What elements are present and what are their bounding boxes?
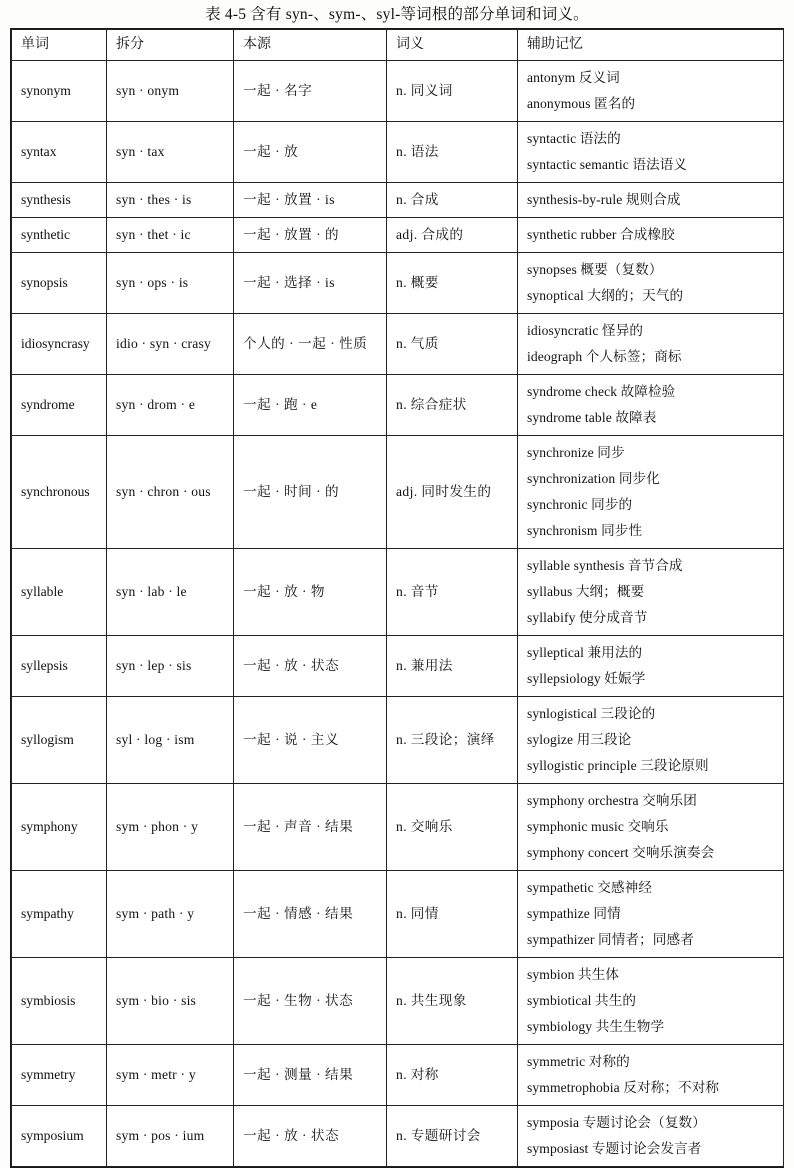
cell-mnemonic xyxy=(518,549,784,636)
mnemonic-line: synchronic 同步的 xyxy=(527,497,633,512)
mnemonic-line: syllabus 大纲；概要 xyxy=(527,584,645,599)
cell-split: syl · log · ism xyxy=(107,697,234,784)
mnemonic-line: sympathetic 交感神经 xyxy=(527,880,653,895)
cell-word: synopsis xyxy=(12,253,107,314)
cell-meaning: n. 同情 xyxy=(387,871,518,958)
mnemonic-line: synthetic rubber 合成橡胶 xyxy=(527,227,675,242)
table-row xyxy=(12,697,784,784)
cell-word: syllogism xyxy=(12,697,107,784)
mnemonic-line: symposia 专题讨论会（复数） xyxy=(527,1115,706,1130)
cell-split: syn · drom · e xyxy=(107,375,234,436)
mnemonic-line: symmetrophobia 反对称；不对称 xyxy=(527,1080,720,1095)
cell-split: syn · chron · ous xyxy=(107,436,234,549)
mnemonic-line: syllepsiology 妊娠学 xyxy=(527,671,646,686)
table-row xyxy=(12,183,784,218)
cell-meaning: n. 合成 xyxy=(387,183,518,218)
cell-origin: 一起 · 放 xyxy=(234,122,387,183)
cell-split: syn · ops · is xyxy=(107,253,234,314)
cell-origin: 一起 · 生物 · 状态 xyxy=(234,958,387,1045)
cell-word: syllable xyxy=(12,549,107,636)
cell-meaning: n. 音节 xyxy=(387,549,518,636)
table-body xyxy=(12,61,784,1167)
table-header xyxy=(12,30,784,61)
column-header-mnemonic: 辅助记忆 xyxy=(518,30,784,61)
mnemonic-line: symposiast 专题讨论会发言者 xyxy=(527,1141,702,1156)
cell-origin: 一起 · 声音 · 结果 xyxy=(234,784,387,871)
cell-split: syn · tax xyxy=(107,122,234,183)
cell-mnemonic xyxy=(518,375,784,436)
table-row xyxy=(12,253,784,314)
cell-meaning: n. 三段论；演绎 xyxy=(387,697,518,784)
vocabulary-table-container xyxy=(10,28,784,1168)
table-row xyxy=(12,218,784,253)
table-row xyxy=(12,549,784,636)
mnemonic-line: syntactic 语法的 xyxy=(527,131,621,146)
cell-mnemonic xyxy=(518,871,784,958)
cell-meaning: n. 兼用法 xyxy=(387,636,518,697)
cell-word: sympathy xyxy=(12,871,107,958)
mnemonic-line: symphony orchestra 交响乐团 xyxy=(527,793,697,808)
cell-meaning: adj. 合成的 xyxy=(387,218,518,253)
cell-split: syn · thes · is xyxy=(107,183,234,218)
cell-word: synthetic xyxy=(12,218,107,253)
cell-mnemonic xyxy=(518,218,784,253)
table-row xyxy=(12,958,784,1045)
mnemonic-line: symphonic music 交响乐 xyxy=(527,819,669,834)
mnemonic-line: sylogize 用三段论 xyxy=(527,732,632,747)
cell-split: sym · phon · y xyxy=(107,784,234,871)
cell-meaning: n. 对称 xyxy=(387,1045,518,1106)
cell-mnemonic xyxy=(518,61,784,122)
cell-origin: 一起 · 放置 · 的 xyxy=(234,218,387,253)
mnemonic-line: anonymous 匿名的 xyxy=(527,96,636,111)
cell-word: synonym xyxy=(12,61,107,122)
cell-split: sym · pos · ium xyxy=(107,1106,234,1167)
cell-mnemonic xyxy=(518,1106,784,1167)
mnemonic-line: synopses 概要（复数） xyxy=(527,262,663,277)
mnemonic-line: antonym 反义词 xyxy=(527,70,620,85)
mnemonic-line: symphony concert 交响乐演奏会 xyxy=(527,845,715,860)
cell-word: symmetry xyxy=(12,1045,107,1106)
table-row xyxy=(12,1045,784,1106)
mnemonic-line: syllabify 使分成音节 xyxy=(527,610,648,625)
cell-origin: 一起 · 时间 · 的 xyxy=(234,436,387,549)
table-row xyxy=(12,1106,784,1167)
cell-word: synthesis xyxy=(12,183,107,218)
cell-mnemonic xyxy=(518,784,784,871)
cell-mnemonic xyxy=(518,253,784,314)
mnemonic-line: symbion 共生体 xyxy=(527,967,620,982)
mnemonic-line: syntactic semantic 语法语义 xyxy=(527,157,688,172)
cell-split: syn · lep · sis xyxy=(107,636,234,697)
vocabulary-table xyxy=(11,29,784,1167)
cell-split: sym · bio · sis xyxy=(107,958,234,1045)
cell-origin: 一起 · 情感 · 结果 xyxy=(234,871,387,958)
cell-split: sym · metr · y xyxy=(107,1045,234,1106)
mnemonic-line: sylleptical 兼用法的 xyxy=(527,645,643,660)
table-row xyxy=(12,314,784,375)
mnemonic-line: synchronism 同步性 xyxy=(527,523,643,538)
cell-meaning: n. 语法 xyxy=(387,122,518,183)
mnemonic-line: syllable synthesis 音节合成 xyxy=(527,558,683,573)
mnemonic-line: synlogistical 三段论的 xyxy=(527,706,656,721)
cell-word: syllepsis xyxy=(12,636,107,697)
table-row xyxy=(12,636,784,697)
cell-meaning: n. 气质 xyxy=(387,314,518,375)
cell-origin: 一起 · 选择 · is xyxy=(234,253,387,314)
cell-split: idio · syn · crasy xyxy=(107,314,234,375)
cell-mnemonic xyxy=(518,183,784,218)
cell-origin: 一起 · 放 · 状态 xyxy=(234,1106,387,1167)
cell-origin: 个人的 · 一起 · 性质 xyxy=(234,314,387,375)
cell-mnemonic xyxy=(518,314,784,375)
mnemonic-line: ideograph 个人标签；商标 xyxy=(527,349,682,364)
cell-mnemonic xyxy=(518,436,784,549)
table-row xyxy=(12,122,784,183)
cell-meaning: adj. 同时发生的 xyxy=(387,436,518,549)
column-header-origin: 本源 xyxy=(234,30,387,61)
mnemonic-line: synchronization 同步化 xyxy=(527,471,660,486)
cell-word: symphony xyxy=(12,784,107,871)
cell-mnemonic xyxy=(518,958,784,1045)
column-header-meaning: 词义 xyxy=(387,30,518,61)
cell-origin: 一起 · 跑 · e xyxy=(234,375,387,436)
cell-origin: 一起 · 名字 xyxy=(234,61,387,122)
cell-meaning: n. 同义词 xyxy=(387,61,518,122)
cell-meaning: n. 专题研讨会 xyxy=(387,1106,518,1167)
cell-origin: 一起 · 放 · 状态 xyxy=(234,636,387,697)
cell-word: synchronous xyxy=(12,436,107,549)
cell-mnemonic xyxy=(518,697,784,784)
cell-origin: 一起 · 说 · 主义 xyxy=(234,697,387,784)
mnemonic-line: synchronize 同步 xyxy=(527,445,625,460)
column-header-split: 拆分 xyxy=(107,30,234,61)
cell-split: sym · path · y xyxy=(107,871,234,958)
table-row xyxy=(12,784,784,871)
cell-origin: 一起 · 测量 · 结果 xyxy=(234,1045,387,1106)
table-row xyxy=(12,871,784,958)
cell-meaning: n. 综合症状 xyxy=(387,375,518,436)
cell-origin: 一起 · 放 · 物 xyxy=(234,549,387,636)
column-header-word: 单词 xyxy=(12,30,107,61)
mnemonic-line: syndrome check 故障检验 xyxy=(527,384,676,399)
cell-mnemonic xyxy=(518,122,784,183)
table-caption: 表 4-5 含有 syn-、sym-、syl-等词根的部分单词和词义。 xyxy=(205,6,589,23)
table-row xyxy=(12,436,784,549)
cell-mnemonic xyxy=(518,1045,784,1106)
mnemonic-line: symbiotical 共生的 xyxy=(527,993,637,1008)
mnemonic-line: synthesis-by-rule 规则合成 xyxy=(527,192,681,207)
cell-split: syn · onym xyxy=(107,61,234,122)
cell-word: symposium xyxy=(12,1106,107,1167)
mnemonic-line: syllogistic principle 三段论原则 xyxy=(527,758,709,773)
cell-split: syn · thet · ic xyxy=(107,218,234,253)
cell-origin: 一起 · 放置 · is xyxy=(234,183,387,218)
table-row xyxy=(12,375,784,436)
mnemonic-line: symbiology 共生生物学 xyxy=(527,1019,665,1034)
cell-mnemonic xyxy=(518,636,784,697)
cell-word: symbiosis xyxy=(12,958,107,1045)
mnemonic-line: syndrome table 故障表 xyxy=(527,410,657,425)
mnemonic-line: sympathize 同情 xyxy=(527,906,621,921)
cell-word: idiosyncrasy xyxy=(12,314,107,375)
cell-split: syn · lab · le xyxy=(107,549,234,636)
mnemonic-line: sympathizer 同情者；同感者 xyxy=(527,932,694,947)
header-row xyxy=(12,30,784,61)
cell-word: syntax xyxy=(12,122,107,183)
mnemonic-line: symmetric 对称的 xyxy=(527,1054,630,1069)
table-row xyxy=(12,61,784,122)
cell-word: syndrome xyxy=(12,375,107,436)
cell-meaning: n. 交响乐 xyxy=(387,784,518,871)
mnemonic-line: idiosyncratic 怪异的 xyxy=(527,323,644,338)
cell-meaning: n. 概要 xyxy=(387,253,518,314)
cell-meaning: n. 共生现象 xyxy=(387,958,518,1045)
mnemonic-line: synoptical 大纲的；天气的 xyxy=(527,288,684,303)
